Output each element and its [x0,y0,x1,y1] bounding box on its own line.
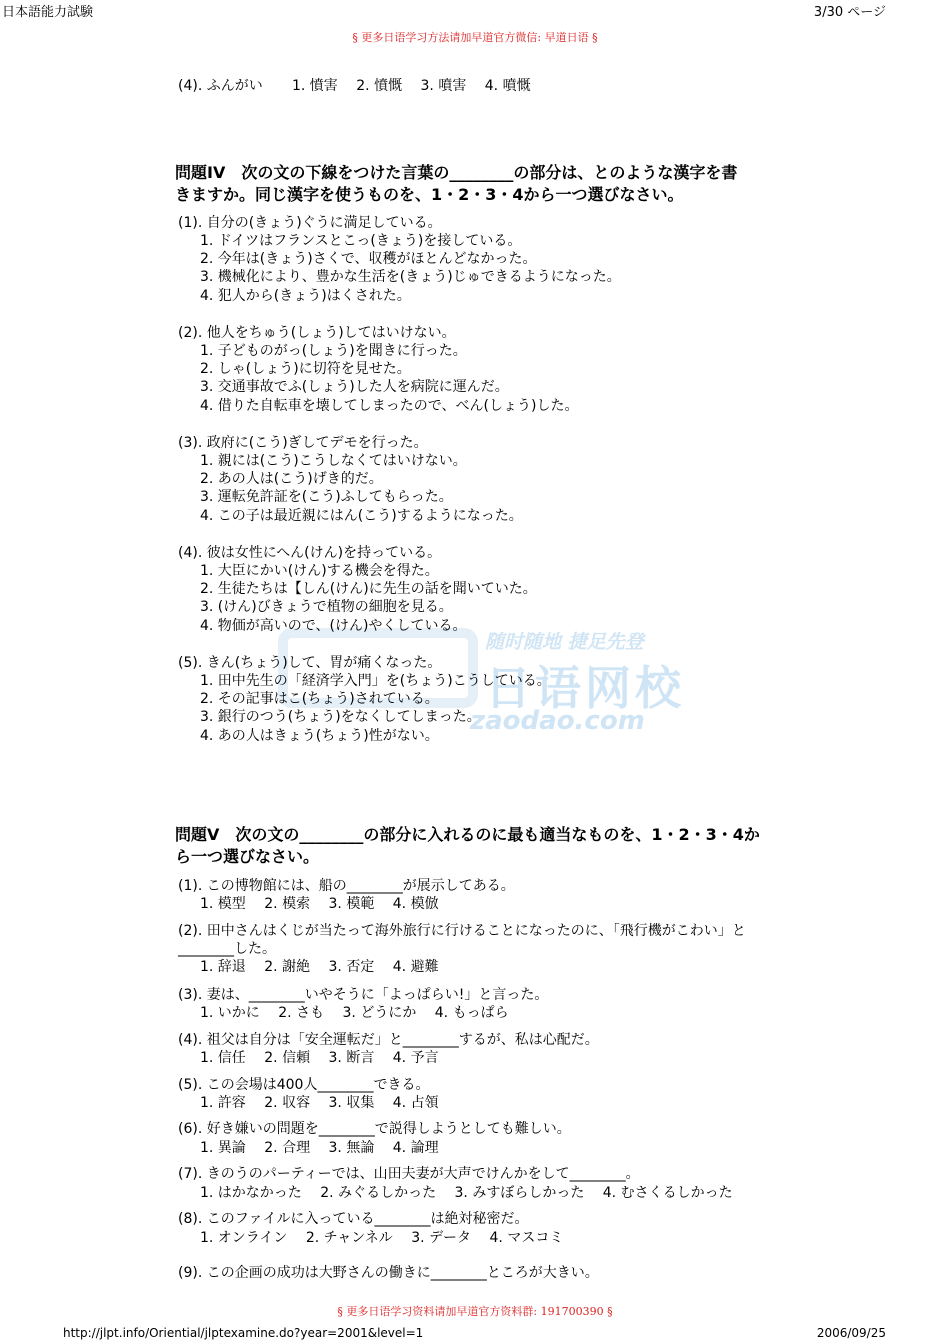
s4-q4-stem: (4). 彼は女性にへん(けん)を持っている。 [178,545,442,561]
s4-q3-stem: (3). 政府に(こう)ぎしてデモを行った。 [178,435,428,451]
s5-q2-stem-line2: ________した。 [178,941,276,957]
header-left: 日本語能力試験 [2,5,94,20]
s4-q5-option-4: 4. あの人はきょう(ちょう)性がない。 [200,728,439,744]
s4-q1-option-3: 3. 機械化により、豊かな生活を(きょう)じゅできるようになった。 [200,269,621,285]
s5-q7-stem: (7). きのうのパーティーでは、山田夫妻が大声でけんかをして________。 [178,1166,640,1182]
s5-q2-options: 1. 辞退 2. 謝絶 3. 否定 4. 避難 [200,959,439,975]
s4-q4-option-1: 1. 大臣にかい(けん)する機会を得た。 [200,563,439,579]
s4-q3-option-3: 3. 運転免許証を(こう)ふしてもらった。 [200,489,453,505]
footer-url[interactable]: http://jlpt.info/Oriential/jlptexamine.do?year=2001&level=1 [63,1326,424,1340]
s4-q5-option-3: 3. 銀行のつう(ちょう)をなくしてしまった。 [200,709,481,725]
watermark-domain: zaodao.com [470,706,645,736]
watermark-name: 日语网校 [485,661,685,715]
s4-q2-option-2: 2. しゃ(しょう)に切符を見せた。 [200,361,411,377]
s5-q1-stem: (1). この博物館には、船の________が展示してある。 [178,878,515,894]
s4-q5-stem: (5). きん(ちょう)して、胃が痛くなった。 [178,655,442,671]
promo-bottom[interactable]: § 更多日语学习资料请加早道官方资料群: 191700390 § [337,1305,613,1318]
s5-q6-stem: (6). 好き嫌いの問題を________で説得しようとしても難しい。 [178,1121,571,1137]
section-4-title: 問題IV 次の文の下線をつけた言葉の________の部分は、とのような漢字を書 [175,163,738,182]
s4-q1-option-2: 2. 今年は(きょう)さくで、収穫がほとんどなかった。 [200,251,537,267]
question-stem: (4). ふんがい [178,78,263,94]
s5-q9-stem: (9). この企画の成功は大野さんの働きに________ところが大きい。 [178,1265,599,1281]
s4-q3-option-2: 2. あの人は(こう)げき的だ。 [200,471,383,487]
s5-q5-options: 1. 許容 2. 収容 3. 収集 4. 占領 [200,1095,439,1111]
s4-q2-option-1: 1. 子どものがっ(しょう)を聞きに行った。 [200,343,467,359]
section-5-title: 問題V 次の文の________の部分に入れるのに最も適当なものを、1・2・3・4か [175,825,760,844]
section-4-title-line2: きますか。同じ漢字を使うものを、1・2・3・4から一つ選びなさい。 [175,185,684,204]
s4-q3-option-1: 1. 親には(こう)こうしなくてはいけない。 [200,453,467,469]
s5-q1-options: 1. 模型 2. 模索 3. 模範 4. 模倣 [200,896,439,912]
footer-date: 2006/09/25 [816,1326,886,1340]
s4-q2-stem: (2). 他人をちゅう(しょう)してはいけない。 [178,325,456,341]
s4-q4-option-3: 3. (けん)びきょうで植物の細胞を見る。 [200,599,453,615]
header-page-number: 3/30 ページ [813,5,886,20]
s4-q4-option-4: 4. 物価が高いので、(けん)やくしている。 [200,618,467,634]
promo-top[interactable]: § 更多日语学习方法请加早道官方微信: 早道日语 § [352,31,598,44]
s5-q4-options: 1. 信任 2. 信頼 3. 断言 4. 予言 [200,1050,439,1066]
s5-q4-stem: (4). 祖父は自分は「安全運転だ」と________するが、私は心配だ。 [178,1032,599,1048]
s5-q5-stem: (5). この会場は400人________できる。 [178,1077,430,1093]
s4-q3-option-4: 4. この子は最近親にはん(こう)するようになった。 [200,508,523,524]
s4-q2-option-4: 4. 借りた自転車を壊してしまったので、べん(しょう)した。 [200,398,579,414]
s4-q5-option-2: 2. その記事はこ(ちょう)されている。 [200,691,439,707]
section-5-title-line2: ら一つ選びなさい。 [175,847,320,866]
s4-q1-option-1: 1. ドイツはフランスとこっ(きょう)を接している。 [200,233,522,249]
s5-q8-stem: (8). このファイルに入っている________は絶対秘密だ。 [178,1211,529,1227]
s5-q3-stem: (3). 妻は、________いやそうに「よっぱらい!」と言った。 [178,987,549,1003]
s5-q6-options: 1. 異論 2. 合理 3. 無論 4. 論理 [200,1140,439,1156]
s4-q2-option-3: 3. 交通事故でふ(しょう)した人を病院に運んだ。 [200,379,509,395]
s4-q4-option-2: 2. 生徒たちは【しん(けん)に先生の話を聞いていた。 [200,581,537,597]
s4-q1-option-4: 4. 犯人から(きょう)はくされた。 [200,288,411,304]
question-options: 1. 憤害 2. 憤慨 3. 噴害 4. 噴慨 [292,78,531,94]
s5-q2-stem: (2). 田中さんはくじが当たって海外旅行に行けることになったのに、「飛行機がこわい」と [178,923,746,939]
s4-q1-stem: (1). 自分の(きょう)ぐうに満足している。 [178,215,442,231]
watermark-slogan: 随时随地 捷足先登 [485,631,644,653]
s4-q5-option-1: 1. 田中先生の「経済学入門」を(ちょう)こうしている。 [200,673,551,689]
s5-q7-options: 1. はかなかった 2. みぐるしかった 3. みすぼらしかった 4. むさくるしかった [200,1185,733,1201]
s5-q8-options: 1. オンライン 2. チャンネル 3. データ 4. マスコミ [200,1230,564,1246]
s5-q3-options: 1. いかに 2. さも 3. どうにか 4. もっぱら [200,1005,509,1021]
